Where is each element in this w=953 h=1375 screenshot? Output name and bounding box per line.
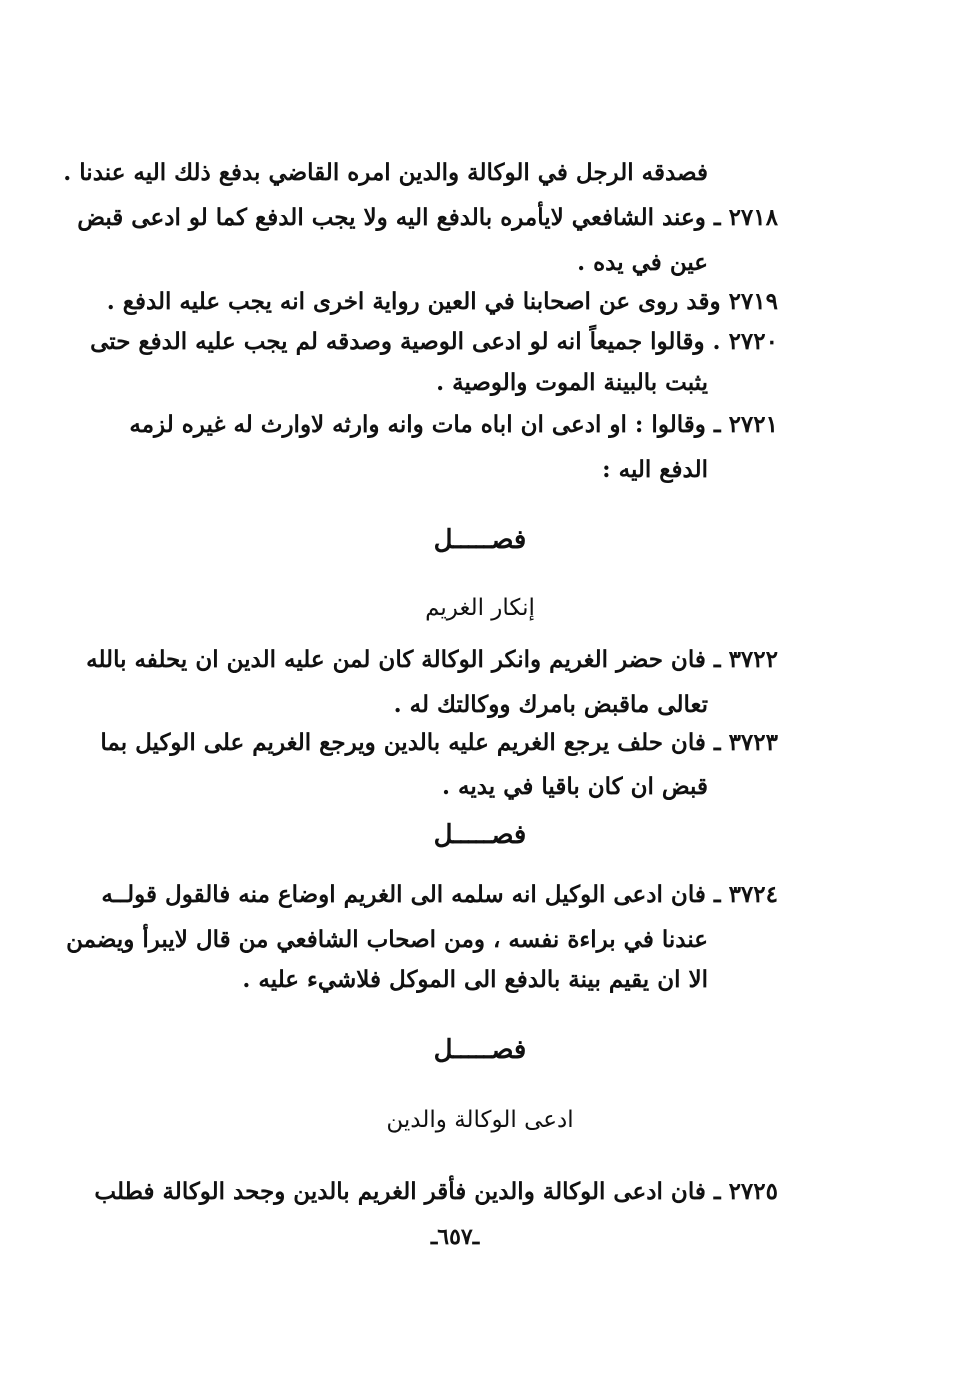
text-line-numbered: ٣٧٢٤ ـ فان ادعى الوكيل انه سلمه الى الغريم اوضاع منه فالقول قولــه (101, 881, 778, 908)
text-line: الا ان يقيم بينة بالدفع الى الموكل فلاشيء عليه . (242, 966, 708, 993)
text-line: الدفع اليه : (602, 456, 708, 483)
text-line: قبض ان كان باقيا في يديه . (441, 773, 708, 800)
text-line-numbered: ٢٧٢٥ ـ فان ادعى الوكالة والدين فأقر الغريم بالدين وجحد الوكالة فطلب (94, 1178, 778, 1205)
text-line-numbered: ٣٧٢٢ ـ فان حضر الغريم وانكر الوكالة كان لمن عليه الدين ان يحلفه بالله (86, 646, 778, 673)
text-line-numbered: ٢٧٢١ ـ وقالوا : او ادعى ان اباه مات وانه وارثه لاوارث له غيره لزمه (129, 411, 778, 438)
text-line: يثبت بالبينة الموت والوصية . (436, 369, 708, 396)
text-line: تعالى ماقبض بامرك ووكالتك له . (393, 691, 708, 718)
section-subtitle: إنكار الغريم (425, 595, 535, 621)
text-line-numbered: ٢٧١٩ وقد روى عن اصحابنا في العين رواية اخرى انه يجب عليه الدفع . (106, 288, 778, 315)
section-heading: فصـــــل (433, 820, 527, 850)
text-line-numbered: ٣٧٢٣ ـ فان حلف يرجع الغريم عليه بالدين ويرجع الغريم على الوكيل بما (100, 729, 778, 756)
section-subtitle: ادعى الوكالة والدين (386, 1107, 574, 1133)
text-line: فصدقه الرجل في الوكالة والدين امره القاضي بدفع ذلك اليه عندنا . (63, 159, 708, 186)
section-heading: فصـــــل (433, 1035, 527, 1065)
section-heading: فصـــــل (433, 525, 527, 555)
page-number: ـ٦٥٧ـ (430, 1224, 480, 1250)
text-line-numbered: ٢٧١٨ ـ وعند الشافعي لايأمره بالدفع اليه ولا يجب الدفع كما لو ادعى قبض (77, 204, 778, 231)
text-line: عين في يده . (577, 249, 708, 276)
text-line: عندنا في براءة نفسه ، ومن اصحاب الشافعي من قال لايبرأ ويضمن (66, 926, 708, 953)
text-line-numbered: ٢٧٢٠ . وقالوا جميعاً انه لو ادعى الوصية وصدقه لم يجب عليه الدفع حتى (90, 328, 778, 355)
